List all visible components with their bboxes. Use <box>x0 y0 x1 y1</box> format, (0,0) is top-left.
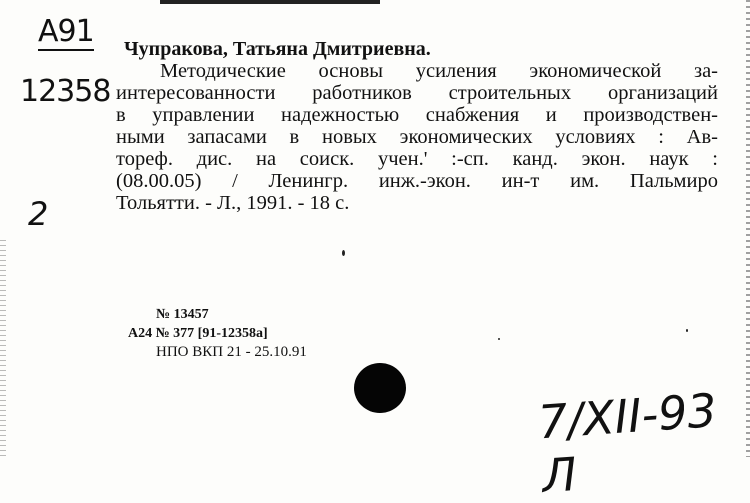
description-line: Методические основы усиления экономической за- <box>160 60 718 82</box>
handwritten-date: 7/XII-93 Л <box>536 383 719 503</box>
description-line: (08.00.05) / Ленингр. инж.-экон. ин-т им. Пальмиро <box>116 170 718 192</box>
author-heading: Чупракова, Татьяна Дмитриевна. <box>124 38 431 60</box>
description-line: интересованности работников строительных организаций <box>116 82 718 104</box>
description-line: тореф. дис. на соиск. учен.' :-сп. канд. экон. наук : <box>116 148 718 170</box>
punch-hole <box>354 363 406 413</box>
description-line: в управлении надежностью снабжения и производствен- <box>116 104 718 126</box>
margin-note: 2 <box>28 195 49 233</box>
imprint-number: № 13457 <box>156 307 209 322</box>
imprint-code: А24 № 377 [91-12358а] <box>128 326 268 341</box>
description-line: Тольятти. - Л., 1991. - 18 с. <box>116 192 350 214</box>
inventory-number: 12358 <box>20 74 111 109</box>
imprint-publisher: НПО ВКП 21 - 25.10.91 <box>156 344 307 360</box>
speck <box>498 338 500 340</box>
description-line: ными запасами в новых экономических условиях : Ав- <box>116 126 718 148</box>
right-edge-noise <box>746 0 750 457</box>
bibliographic-description <box>116 60 718 214</box>
speck <box>686 329 688 332</box>
shelf-mark: А91 <box>38 14 94 49</box>
imprint-block <box>128 305 307 362</box>
top-edge-mark <box>160 0 380 4</box>
left-edge-noise <box>0 240 6 457</box>
speck <box>342 250 345 256</box>
